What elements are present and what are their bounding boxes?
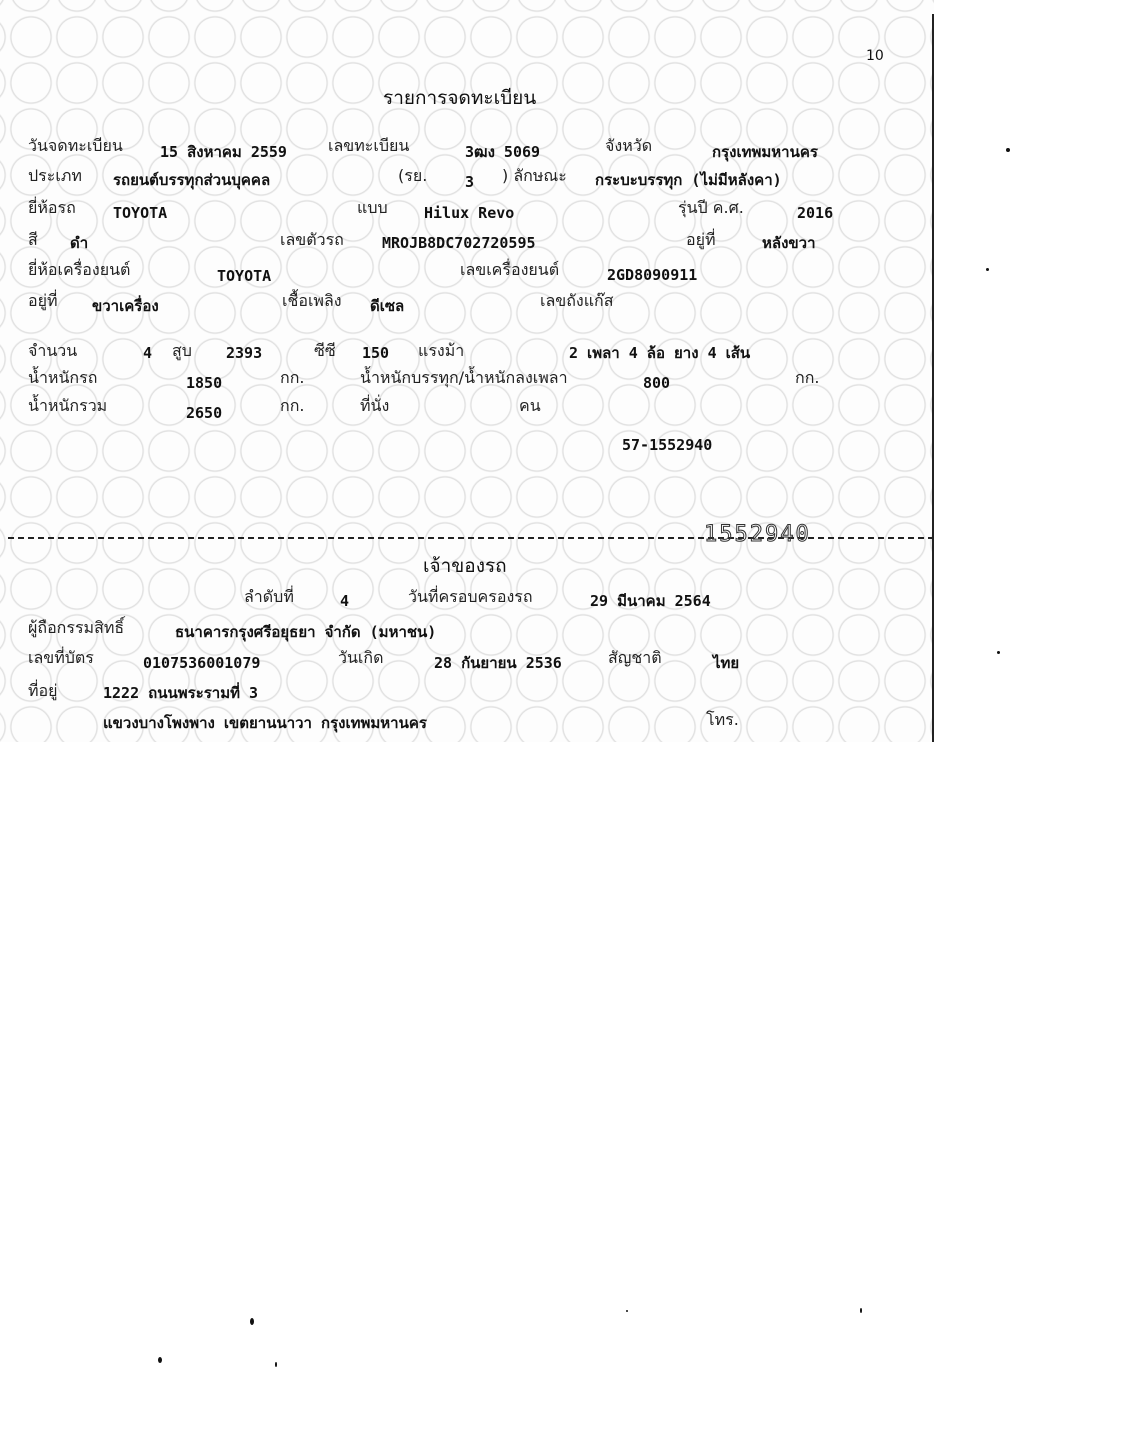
chassis-loc-value: หลังขวา <box>762 234 816 252</box>
gross-weight-label: น้ำหนักรวม <box>28 396 108 415</box>
address-line-1: 1222 ถนนพระรามที่ 3 <box>103 684 259 702</box>
nationality-value: ไทย <box>713 654 740 672</box>
nationality-label: สัญชาติ <box>608 648 662 667</box>
plate-label: เลขทะเบียน <box>328 136 410 155</box>
engine-loc-value: ขวาเครื่อง <box>92 297 159 315</box>
cylinders-value: 4 <box>143 344 153 362</box>
id-label: เลขที่บัตร <box>28 648 94 667</box>
scan-speck <box>626 1310 628 1312</box>
cc-value: 2393 <box>226 344 263 362</box>
brand-value: TOYOTA <box>113 204 168 222</box>
gross-weight-unit: กก. <box>280 396 305 415</box>
cc-unit: ซีซี <box>314 341 336 360</box>
body-style-value: กระบะบรรทุก (ไม่มีหลังคา) <box>595 171 782 189</box>
load-label: น้ำหนักบรรทุก/น้ำหนักลงเพลา <box>360 368 568 387</box>
plate-value: 3ฒง 5069 <box>465 143 541 161</box>
engine-no-value: 2GD8090911 <box>607 266 698 284</box>
reg-date-label: วันจดทะเบียน <box>28 136 123 155</box>
holder-label: ผู้ถือกรรมสิทธิ์ <box>28 618 125 637</box>
order-value: 4 <box>340 592 350 610</box>
birth-label: วันเกิด <box>338 648 384 667</box>
model-year-label: รุ่นปี ค.ศ. <box>678 198 744 217</box>
scan-speck <box>158 1357 162 1363</box>
brand-label: ยี่ห้อรถ <box>28 198 76 217</box>
watermark-serial: 1552940 <box>704 522 811 547</box>
page-number: 10 <box>866 48 884 64</box>
document-serial: 57-1552940 <box>622 436 713 454</box>
scan-speck <box>1006 148 1010 152</box>
model-value: Hilux Revo <box>424 204 515 222</box>
gross-weight-value: 2650 <box>186 404 223 422</box>
chassis-loc-label: อยู่ที่ <box>686 230 716 249</box>
model-year-value: 2016 <box>797 204 834 222</box>
gas-tank-label: เลขถังแก๊ส <box>540 291 614 310</box>
weight-label: น้ำหนักรถ <box>28 368 98 387</box>
registration-title: รายการจดทะเบียน <box>383 87 537 109</box>
province-label: จังหวัด <box>605 136 653 155</box>
fuel-value: ดีเซล <box>370 297 405 315</box>
id-value: 0107536001079 <box>143 654 261 672</box>
possession-date: 29 มีนาคม 2564 <box>590 592 711 610</box>
reg-date-value: 15 สิงหาคม 2559 <box>160 143 287 161</box>
model-label: แบบ <box>357 198 388 217</box>
color-label: สี <box>28 230 38 249</box>
cylinders-label: จำนวน <box>28 341 78 360</box>
cylinders-unit: สูบ <box>172 341 192 360</box>
horsepower-unit: แรงม้า <box>418 341 465 360</box>
color-value: ดำ <box>70 234 89 252</box>
holder-value: ธนาคารกรุงศรีอยุธยา จำกัด (มหาชน) <box>175 623 437 641</box>
address-line-2: แขวงบางโพงพาง เขตยานนาวา กรุงเทพมหานคร <box>103 714 427 732</box>
order-label: ลำดับที่ <box>244 587 294 606</box>
weight-value: 1850 <box>186 374 223 392</box>
engine-no-label: เลขเครื่องยนต์ <box>460 260 560 279</box>
engine-brand-value: TOYOTA <box>217 267 272 285</box>
type-value: รถยนต์บรรทุกส่วนบุคคล <box>113 171 271 189</box>
engine-brand-label: ยี่ห้อเครื่องยนต์ <box>28 260 131 279</box>
owner-title: เจ้าของรถ <box>423 555 507 577</box>
seats-unit: คน <box>519 396 541 415</box>
weight-unit: กก. <box>280 368 305 387</box>
phone-label: โทร. <box>706 710 739 729</box>
scan-speck <box>986 268 989 271</box>
birth-value: 28 กันยายน 2536 <box>434 654 562 672</box>
load-value: 800 <box>643 374 671 392</box>
scan-speck <box>997 651 1000 654</box>
possession-label: วันที่ครอบครองรถ <box>408 587 533 606</box>
axles-value: 2 เพลา 4 ล้อ ยาง 4 เส้น <box>569 344 751 362</box>
fuel-label: เชื้อเพลิง <box>282 291 342 310</box>
type-label: ประเภท <box>28 166 82 185</box>
scan-speck <box>250 1318 254 1325</box>
address-label: ที่อยู่ <box>28 681 58 700</box>
scan-speck <box>275 1362 277 1367</box>
chassis-label: เลขตัวรถ <box>280 230 344 249</box>
body-style-label: ) ลักษณะ <box>502 166 567 185</box>
ry-value: 3 <box>465 173 475 191</box>
province-value: กรุงเทพมหานคร <box>712 143 818 161</box>
ry-open-label: (รย. <box>398 166 428 185</box>
chassis-value: MROJB8DC702720595 <box>382 234 536 252</box>
seats-label: ที่นั่ง <box>360 396 390 415</box>
document-right-border <box>932 14 934 742</box>
scan-speck <box>860 1308 862 1313</box>
engine-loc-label: อยู่ที่ <box>28 291 58 310</box>
load-unit: กก. <box>795 368 820 387</box>
horsepower-value: 150 <box>362 344 390 362</box>
